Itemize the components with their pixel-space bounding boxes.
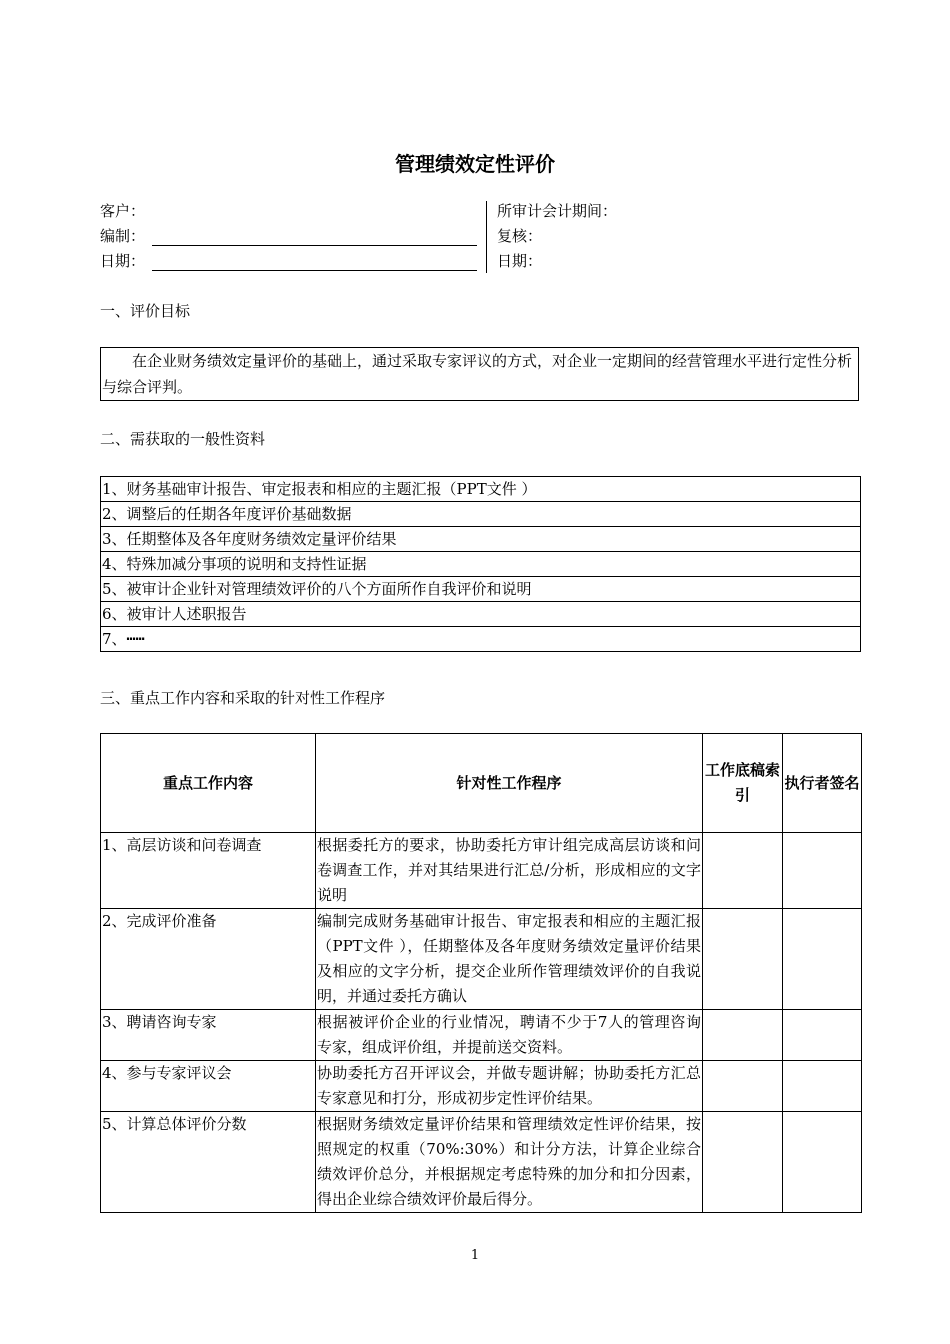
row-content: 3、聘请咨询专家 (101, 1010, 316, 1061)
list-item: 2、调整后的任期各年度评价基础数据 (101, 502, 861, 527)
row-index (703, 1061, 783, 1112)
row-procedure: 编制完成财务基础审计报告、审定报表和相应的主题汇报（PPT文件 ），任期整体及各年度财务绩效定量评价结果及相应的文字分析，提交企业所作管理绩效评价的自我说明，并通过委托方确认 (316, 909, 703, 1010)
table-header-row (101, 734, 862, 833)
prepared-line (152, 245, 477, 246)
row-content: 2、完成评价准备 (101, 909, 316, 1010)
list-item: 7、┅┅ (101, 627, 861, 652)
date-row-right (497, 249, 857, 274)
row-signer (783, 1010, 862, 1061)
date-label-right: 日期： (497, 252, 543, 270)
row-signer (783, 1061, 862, 1112)
review-row (497, 224, 857, 249)
objective-box (100, 347, 859, 401)
page-title: 管理绩效定性评价 (395, 152, 555, 176)
row-signer (783, 1112, 862, 1213)
row-procedure: 根据财务绩效定量评价结果和管理绩效定性评价结果，按照规定的权重（70%:30%）和计分方法，计算企业综合绩效评价总分，并根据规定考虑特殊的加分和扣分因素，得出企业综合绩效评价最后得分。 (316, 1112, 703, 1213)
procedures-table (100, 733, 862, 1213)
col-header-procedure: 针对性工作程序 (316, 734, 703, 833)
row-index (703, 1010, 783, 1061)
row-procedure: 根据委托方的要求，协助委托方审计组完成高层访谈和问卷调查工作，并对其结果进行汇总/分析，形成相应的文字说明 (316, 833, 703, 909)
table-row (101, 1061, 862, 1112)
client-row (100, 199, 486, 224)
list-item: 1、财务基础审计报告、审定报表和相应的主题汇报（PPT文件 ） (101, 477, 861, 502)
row-index (703, 909, 783, 1010)
period-label: 所审计会计期间： (497, 202, 618, 220)
prepared-label: 编制： (100, 227, 146, 245)
table-row (101, 909, 862, 1010)
client-label: 客户： (100, 202, 146, 220)
date-label-left: 日期： (100, 252, 146, 270)
row-content: 1、高层访谈和问卷调查 (101, 833, 316, 909)
col-header-signer: 执行者签名 (783, 734, 862, 833)
col-header-content: 重点工作内容 (101, 734, 316, 833)
section2-heading: 二、需获取的一般性资料 (100, 430, 266, 448)
table-row (101, 833, 862, 909)
header-block (100, 199, 860, 273)
table-row (101, 1010, 862, 1061)
row-content: 5、计算总体评价分数 (101, 1112, 316, 1213)
prepared-row (100, 224, 486, 249)
header-left (100, 199, 486, 274)
list-item: 6、被审计人述职报告 (101, 602, 861, 627)
header-right (497, 199, 857, 274)
materials-list (100, 476, 861, 652)
col-header-index: 工作底稿索引 (703, 734, 783, 833)
row-procedure: 根据被评价企业的行业情况，聘请不少于7人的管理咨询专家，组成评价组，并提前送交资料。 (316, 1010, 703, 1061)
row-procedure: 协助委托方召开评议会，并做专题讲解；协助委托方汇总专家意见和打分，形成初步定性评价结果。 (316, 1061, 703, 1112)
review-label: 复核： (497, 227, 543, 245)
date-line (152, 270, 477, 271)
period-row (497, 199, 857, 224)
objective-text: 在企业财务绩效定量评价的基础上，通过采取专家评议的方式，对企业一定期间的经营管理水平进行定性分析与综合评判。 (102, 352, 853, 396)
page-number: 1 (470, 1248, 480, 1263)
list-item: 4、特殊加减分事项的说明和支持性证据 (101, 552, 861, 577)
list-item: 5、被审计企业针对管理绩效评价的八个方面所作自我评价和说明 (101, 577, 861, 602)
row-signer (783, 833, 862, 909)
section1-heading: 一、评价目标 (100, 302, 191, 320)
header-divider (486, 201, 487, 273)
date-row-left (100, 249, 486, 274)
list-item: 3、任期整体及各年度财务绩效定量评价结果 (101, 527, 861, 552)
row-content: 4、参与专家评议会 (101, 1061, 316, 1112)
row-index (703, 1112, 783, 1213)
row-signer (783, 909, 862, 1010)
section3-heading: 三、重点工作内容和采取的针对性工作程序 (100, 689, 386, 707)
row-index (703, 833, 783, 909)
table-row (101, 1112, 862, 1213)
